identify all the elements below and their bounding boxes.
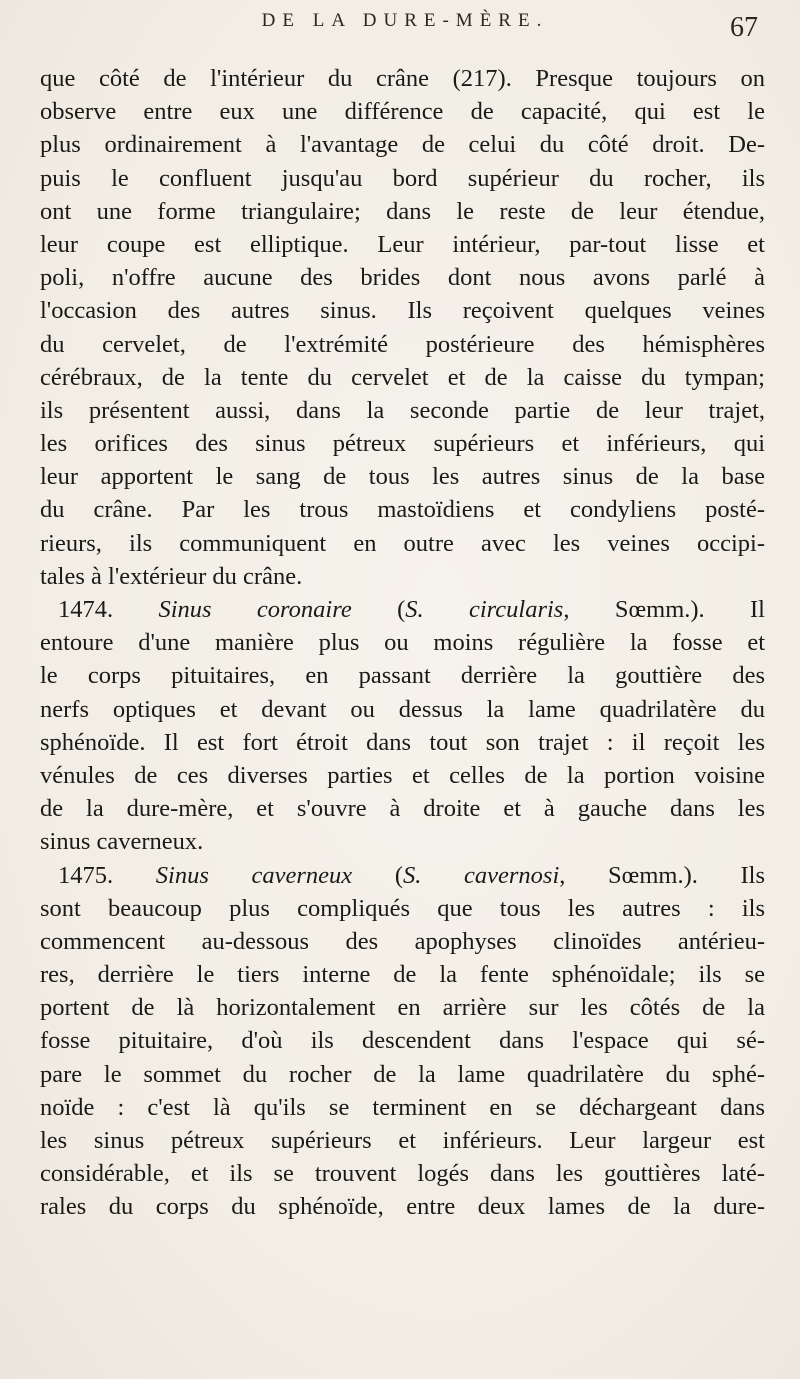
text-line: [40, 626, 765, 659]
text-line: [40, 1157, 765, 1190]
text-line: [40, 560, 765, 593]
text-segment: noïde : c'est là qu'ils se terminent en se déchargeant dans: [40, 1093, 765, 1121]
text-segment: observe entre eux une différence de capacité, qui est le: [40, 98, 765, 126]
text-segment: sont beaucoup plus compliqués que tous les autres : ils: [40, 894, 765, 922]
italic-term: Sinus caverneux: [155, 861, 353, 889]
text-segment: ont une forme triangulaire; dans le reste de leur étendue,: [40, 197, 765, 225]
text-segment: sphénoïde. Il est fort étroit dans tout son trajet : il reçoit les: [40, 728, 765, 756]
text-segment: puis le confluent jusqu'au bord supérieur du rocher, ils: [40, 164, 765, 192]
text-segment: les sinus pétreux supérieurs et inférieurs. Leur largeur est: [40, 1127, 765, 1154]
text-line: [40, 593, 765, 626]
text-line: [40, 1091, 765, 1124]
text-line: [40, 394, 765, 427]
text-line: [40, 659, 765, 692]
text-segment: , Sœmm.). Ils: [559, 861, 765, 889]
text-line: [40, 128, 765, 161]
text-segment: les orifices des sinus pétreux supérieurs et inférieurs, qui: [40, 430, 765, 458]
running-head: [0, 8, 800, 48]
text-line: [40, 195, 765, 228]
text-segment: du cervelet, de l'extrémité postérieure des hémisphères: [40, 330, 765, 358]
text-line: [40, 991, 765, 1024]
italic-term: S. cavernosi: [402, 861, 560, 889]
text-segment: du crâne. Par les trous mastoïdiens et condyliens posté-: [40, 496, 765, 524]
text-segment: pare le sommet du rocher de la lame quadrilatère du sphé-: [40, 1060, 765, 1088]
italic-term: S. circularis: [405, 596, 564, 623]
text-line: [40, 958, 765, 991]
text-line: [40, 527, 765, 560]
text-line: [40, 328, 765, 361]
text-segment: cérébraux, de la tente du cervelet et de la caisse du tympan;: [40, 363, 765, 391]
text-line: [40, 759, 765, 792]
text-line: [40, 493, 765, 526]
text-line: [40, 228, 765, 261]
text-line: [40, 892, 765, 925]
text-line: [40, 1190, 765, 1223]
text-line: [40, 460, 765, 493]
body-text: [40, 62, 765, 1224]
text-segment: de la dure-mère, et s'ouvre à droite et à gauche dans les: [40, 795, 765, 823]
text-segment: 1474.: [58, 596, 159, 623]
text-segment: poli, n'offre aucune des brides dont nous avons parlé à: [40, 264, 765, 292]
text-line: [40, 925, 765, 958]
text-line: [40, 726, 765, 759]
text-segment: portent de là horizontalement en arrière sur les côtés de la: [40, 994, 765, 1022]
italic-term: Sinus coronaire: [158, 596, 352, 623]
text-segment: que côté de l'intérieur du crâne (217). Presque toujours on: [40, 65, 765, 92]
text-segment: rieurs, ils communiquent en outre avec les veines occipi-: [40, 529, 765, 557]
text-line: [40, 1124, 765, 1157]
text-segment: sinus caverneux.: [40, 828, 204, 856]
text-segment: res, derrière le tiers interne de la fente sphénoïdale; ils se: [40, 961, 765, 989]
page-number: 67: [730, 12, 758, 43]
text-line: [40, 792, 765, 825]
text-line: [40, 361, 765, 394]
text-segment: leur coupe est elliptique. Leur intérieur, par-tout lisse et: [40, 230, 765, 258]
text-line: [40, 859, 765, 892]
text-line: [40, 95, 765, 128]
text-line: [40, 294, 765, 327]
text-segment: rales du corps du sphénoïde, entre deux lames de la dure-: [40, 1193, 765, 1221]
text-segment: (: [352, 861, 403, 889]
text-segment: le corps pituitaires, en passant derrière la gouttière des: [40, 662, 765, 690]
text-segment: fosse pituitaire, d'où ils descendent dans l'espace qui sé-: [40, 1027, 765, 1055]
text-segment: entoure d'une manière plus ou moins régulière la fosse et: [40, 629, 765, 657]
text-segment: commencent au-dessous des apophyses clinoïdes antérieu-: [40, 927, 765, 955]
text-segment: nerfs optiques et devant ou dessus la lame quadrilatère du: [40, 695, 765, 723]
text-segment: ils présentent aussi, dans la seconde partie de leur trajet,: [40, 396, 765, 424]
text-line: [40, 162, 765, 195]
text-line: [40, 427, 765, 460]
text-line: [40, 1058, 765, 1091]
text-line: [40, 261, 765, 294]
text-line: [40, 693, 765, 726]
text-segment: (: [351, 596, 406, 623]
text-segment: vénules de ces diverses parties et celles de la portion voisine: [40, 761, 765, 789]
text-line: [40, 825, 765, 858]
running-title: DE LA DURE-MÈRE.: [261, 10, 549, 31]
text-line: [40, 62, 765, 95]
text-segment: considérable, et ils se trouvent logés dans les gouttières laté-: [40, 1160, 765, 1188]
text-segment: tales à l'extérieur du crâne.: [40, 562, 303, 590]
text-segment: , Sœmm.). Il: [563, 596, 765, 623]
text-segment: l'occasion des autres sinus. Ils reçoivent quelques veines: [40, 297, 765, 325]
text-segment: plus ordinairement à l'avantage de celui du côté droit. De-: [40, 131, 765, 159]
text-segment: 1475.: [58, 861, 156, 889]
text-line: [40, 1024, 765, 1057]
text-segment: leur apportent le sang de tous les autres sinus de la base: [40, 463, 765, 491]
